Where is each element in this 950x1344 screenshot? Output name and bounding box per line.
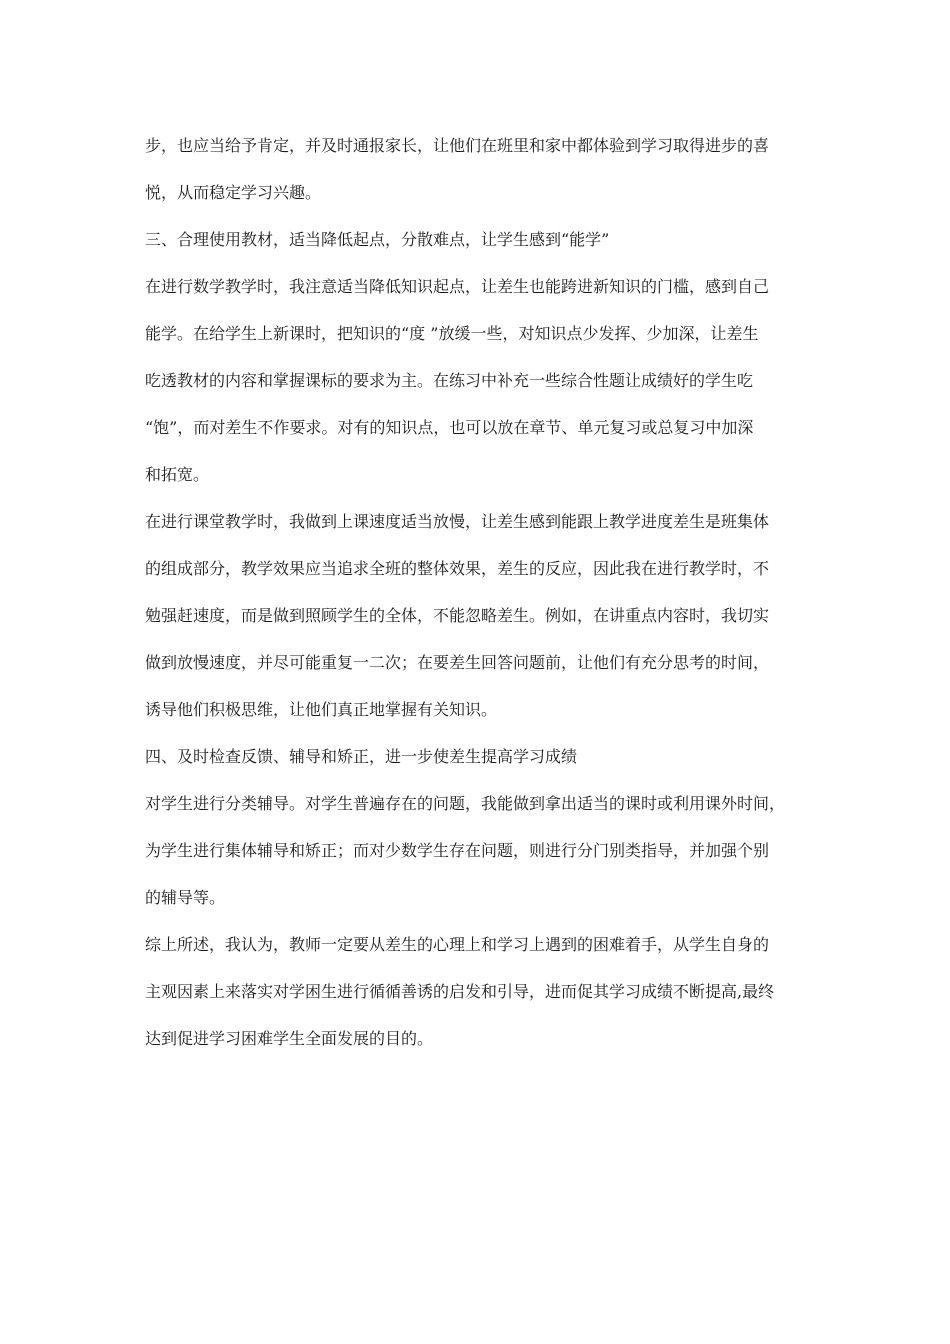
text-line: 为学生进行集体辅导和矫正；而对少数学生存在问题，则进行分门别类指导，并加强个别 [145, 841, 770, 860]
text-line: 勉强赶速度，而是做到照顾学生的全体，不能忽略差生。例如，在讲重点内容时，我切实 [145, 606, 770, 625]
text-line: 和拓宽。 [145, 465, 210, 484]
paragraph-3 [145, 263, 813, 498]
document-body [145, 122, 813, 1062]
section-heading: 四、及时检查反馈、辅导和矫正，进一步使差生提高学习成绩 [145, 747, 578, 766]
text-line: 步，也应当给予肯定，并及时通报家长，让他们在班里和家中都体验到学习取得进步的喜 [145, 136, 770, 155]
text-line: 能学。在给学生上新课时，把知识的“度 ”放缓一些，对知识点少发挥、少加深，让差生 [145, 324, 759, 343]
text-line: “饱”，而对差生不作要求。对有的知识点，也可以放在章节、单元复习或总复习中加深 [145, 418, 754, 437]
paragraph-4 [145, 498, 813, 733]
text-line: 吃透教材的内容和掌握课标的要求为主。在练习中补充一些综合性题让成绩好的学生吃 [145, 371, 754, 390]
text-line: 做到放慢速度，并尽可能重复一二次；在要差生回答问题前，让他们有充分思考的时间， [145, 653, 770, 672]
paragraph-6 [145, 780, 813, 921]
text-line: 在进行数学教学时，我注意适当降低知识起点，让差生也能跨进新知识的门槛，感到自己 [145, 277, 770, 296]
paragraph-7 [145, 921, 813, 1062]
heading-4 [145, 733, 813, 780]
text-line: 主观因素上来落实对学困生进行循循善诱的启发和引导，进而促其学习成绩不断提高,最终 [145, 982, 775, 1001]
text-line: 诱导他们积极思维，让他们真正地掌握有关知识。 [145, 700, 498, 719]
text-line: 在进行课堂教学时，我做到上课速度适当放慢，让差生感到能跟上教学进度差生是班集体 [145, 512, 770, 531]
text-line: 的组成部分，教学效果应当追求全班的整体效果，差生的反应，因此我在进行教学时，不 [145, 559, 770, 578]
heading-3 [145, 216, 813, 263]
text-line: 对学生进行分类辅导。对学生普遍存在的问题，我能做到拿出适当的课时或利用课外时间， [145, 794, 786, 813]
text-line: 悦，从而稳定学习兴趣。 [145, 183, 322, 202]
text-line: 达到促进学习困难学生全面发展的目的。 [145, 1029, 434, 1048]
paragraph-1 [145, 122, 813, 216]
text-line: 综上所述，我认为，教师一定要从差生的心理上和学习上遇到的困难着手，从学生自身的 [145, 935, 770, 954]
text-line: 的辅导等。 [145, 888, 226, 907]
section-heading: 三、合理使用教材，适当降低起点，分散难点，让学生感到“能学” [145, 230, 610, 249]
